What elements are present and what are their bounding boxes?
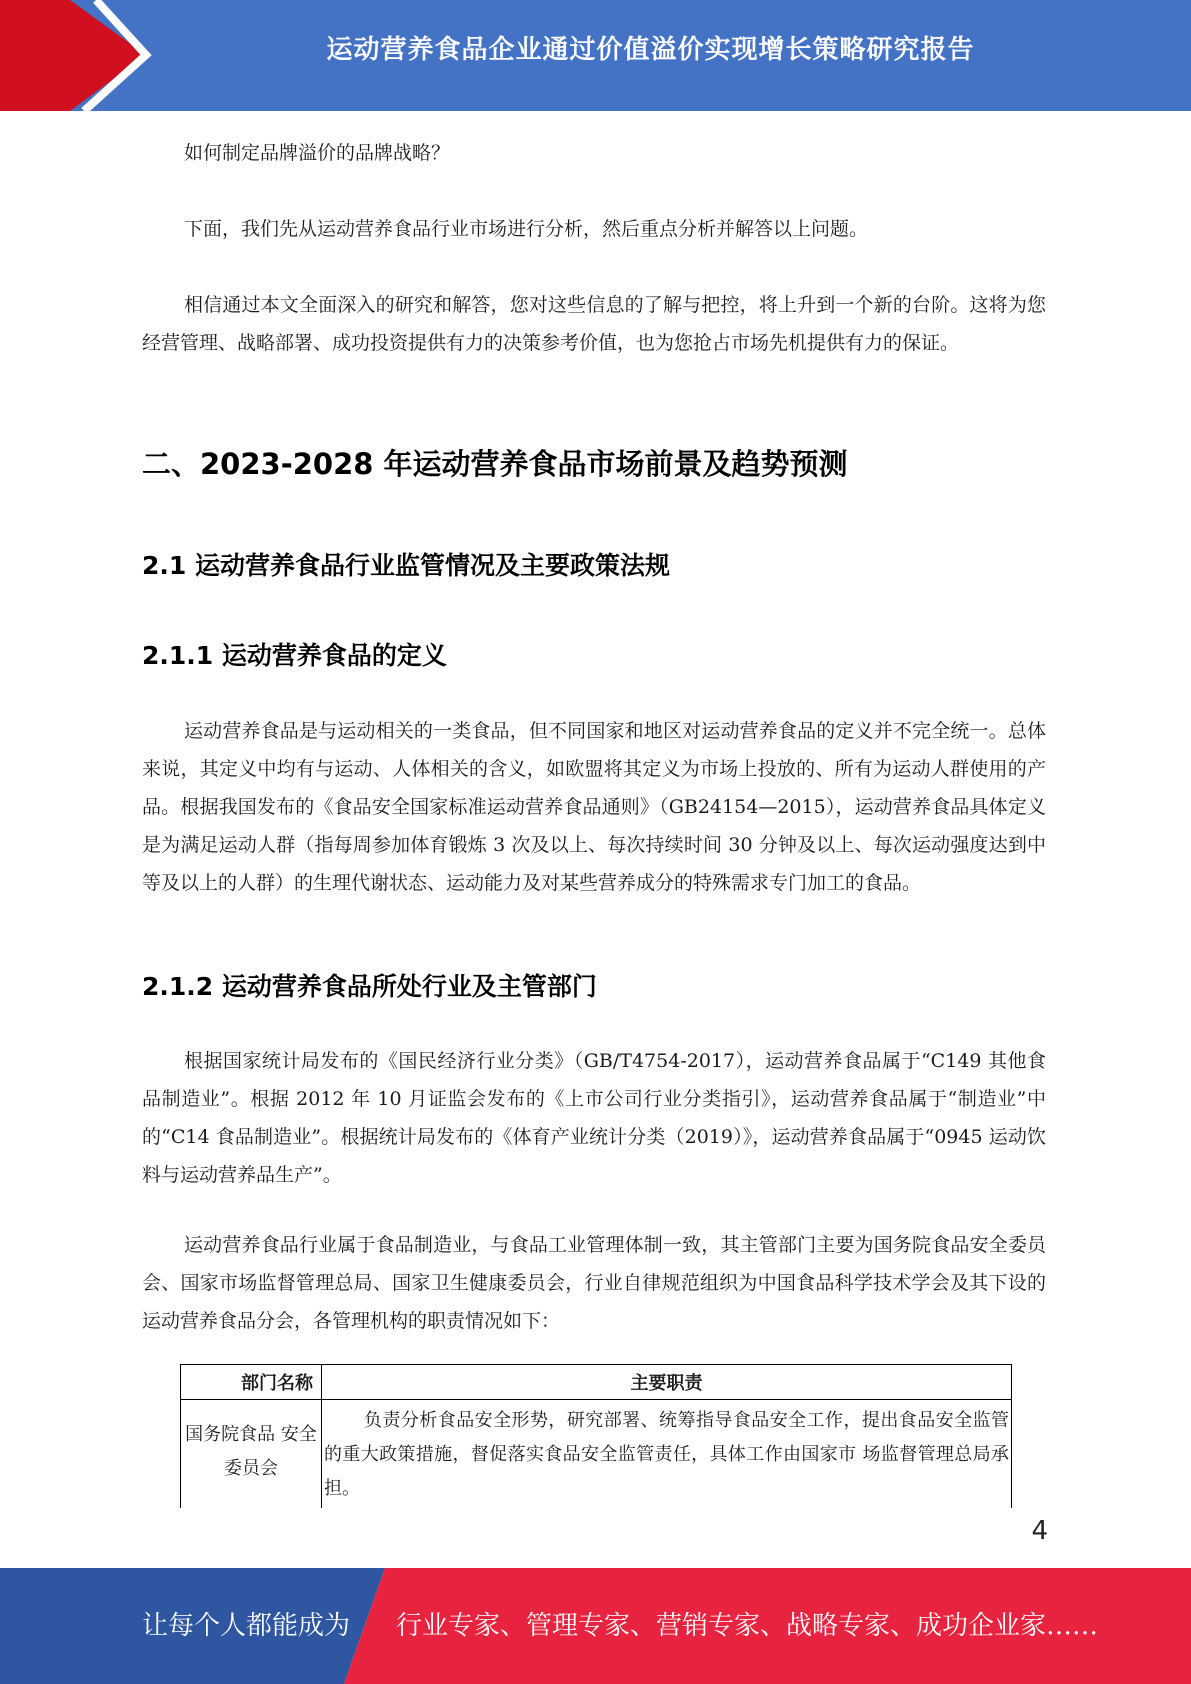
subsubsection-heading-industry-authority: 2.1.2 运动营养食品所处行业及主管部门 xyxy=(142,972,597,1001)
header-chevron-decoration xyxy=(0,0,160,111)
footer-slogan-right: 行业专家、管理专家、营销专家、战略专家、成功企业家…… xyxy=(396,1611,1099,1641)
paragraph-industry-classification: 根据国家统计局发布的《国民经济行业分类》（GB/T4754-2017），运动营养食品属于“C149 其他食品制造业”。根据 2012 年 10 月证监会发布的《上市公司行业分类指引》，运动营养食品属于“制造业”中的“C14 食品制造业”。根据统计局发布的《体育产业统计分类（2019）》，运动营养食品属于“0945 运动饮料与运动营养品生产”。 xyxy=(142,1050,1046,1186)
paragraph-definition: 运动营养食品是与运动相关的一类食品，但不同国家和地区对运动营养食品的定义并不完全统一。总体来说，其定义中均有与运动、人体相关的含义，如欧盟将其定义为市场上投放的、所有为运动人群使用的产品。根据我国发布的《食品安全国家标准运动营养食品通则》（GB24154—2015），运动营养食品具体定义是为满足运动人群（指每周参加体育锻炼 3 次及以上、每次持续时间 30 分钟及以上、每次运动强度达到中等及以上的人群）的生理代谢状态、运动能力及对某些营养成分的特殊需求专门加工的食品。 xyxy=(142,720,1046,894)
page-number: 4 xyxy=(1031,1516,1048,1546)
table-header-row xyxy=(181,1365,1012,1400)
table-cell-duty: 负责分析食品安全形势，研究部署、统筹指导食品安全工作，提出食品安全监管的重大政策措施，督促落实食品安全监管责任，具体工作由国家市 场监督管理总局承担。 xyxy=(322,1400,1012,1509)
page-header xyxy=(0,0,1191,111)
paragraph-brand-strategy-question: 如何制定品牌溢价的品牌战略？ xyxy=(184,142,451,164)
table-header-duties: 主要职责 xyxy=(322,1365,1012,1400)
subsection-heading-regulation: 2.1 运动营养食品行业监管情况及主要政策法规 xyxy=(142,551,670,580)
table-cell-department: 国务院食品 安全委员会 xyxy=(181,1400,322,1509)
paragraph-analysis-intro: 下面，我们先从运动营养食品行业市场进行分析，然后重点分析并解答以上问题。 xyxy=(184,218,869,240)
page-footer xyxy=(0,1568,1191,1684)
table-header-department: 部门名称 xyxy=(181,1365,322,1400)
paragraph-authorities: 运动营养食品行业属于食品制造业，与食品工业管理体制一致，其主管部门主要为国务院食品安全委员会、国家市场监督管理总局、国家卫生健康委员会，行业自律规范组织为中国食品科学技术学会及其下设的运动营养食品分会，各管理机构的职责情况如下： xyxy=(142,1234,1046,1332)
table-row xyxy=(181,1400,1012,1509)
footer-slogan-left: 让每个人都能成为 xyxy=(142,1611,351,1641)
section-heading-market-outlook: 二、2023-2028 年运动营养食品市场前景及趋势预测 xyxy=(142,447,848,481)
report-title: 运动营养食品企业通过价值溢价实现增长策略研究报告 xyxy=(326,35,975,65)
paragraph-value-statement: 相信通过本文全面深入的研究和解答，您对这些信息的了解与把控，将上升到一个新的台阶。这将为您经营管理、战略部署、成功投资提供有力的决策参考价值，也为您抢占市场先机提供有力的保证。 xyxy=(142,294,1046,354)
authority-duties-table xyxy=(180,1364,1012,1508)
subsubsection-heading-definition: 2.1.1 运动营养食品的定义 xyxy=(142,641,447,670)
